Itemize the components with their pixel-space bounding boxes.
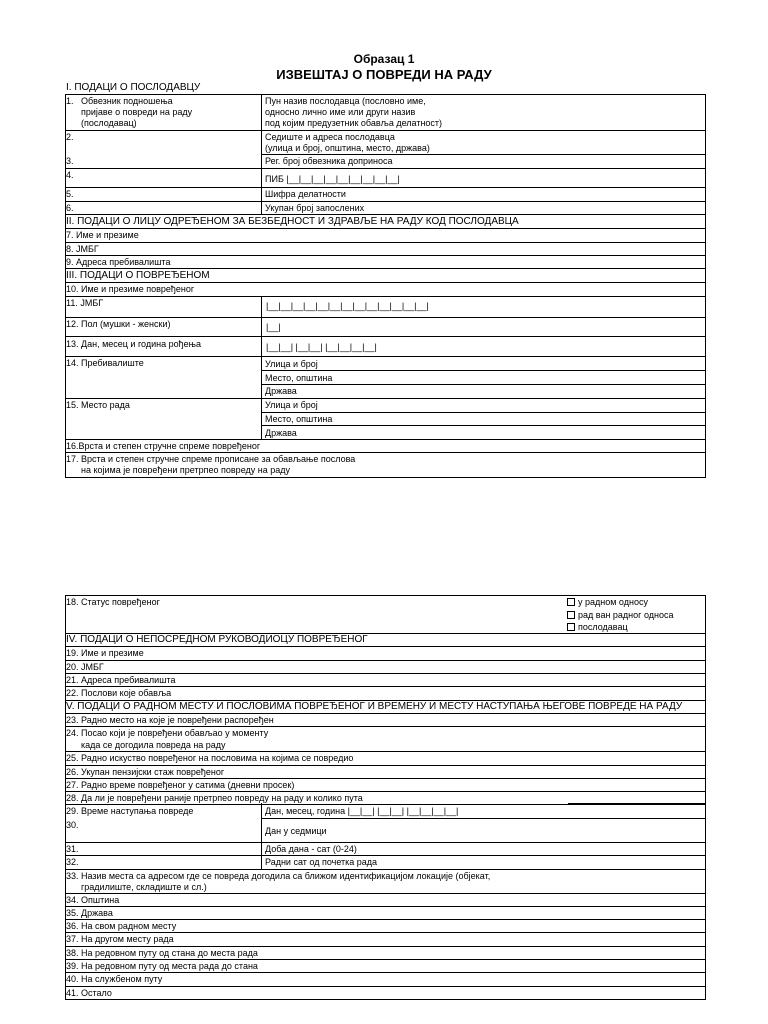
row-5-number: 5.: [66, 189, 74, 199]
row-30-label: 30.: [66, 820, 79, 830]
row-24-label-line2: када се догодила повреда на раду: [81, 740, 226, 750]
injured-jmbg-field[interactable]: |__|__|__|__|__|__|__|__|__|__|__|__|__|: [266, 301, 429, 311]
employer-address-label-line2: (улица и број, општина, место, држава): [265, 143, 430, 153]
section-2-heading: II. ПОДАЦИ О ЛИЦУ ОДРЕЂЕНОМ ЗА БЕЗБЕДНОСТ И ЗДРАВЉЕ НА РАДУ КОД ПОСЛОДАВЦА: [66, 216, 519, 227]
injury-date-field[interactable]: Дан, месец, година |__|__| |__|__| |__|__|__|__|: [265, 806, 459, 816]
row-9-label: 9. Адреса пребивалишта: [66, 257, 171, 267]
row-33-label-line1: 33. Назив места са адресом где се повреда догодила са ближом идентификацијом локације (објекат,: [66, 871, 491, 881]
row-22-label: 22. Послови које обавља: [66, 688, 172, 698]
section-4-heading: IV. ПОДАЦИ О НЕПОСРЕДНОМ РУКОВОДИОЦУ ПОВРЕЂЕНОГ: [66, 634, 368, 645]
residence-country-label: Држава: [265, 386, 297, 396]
row-2-number: 2.: [66, 132, 74, 142]
row-7-label: 7. Име и презиме: [66, 230, 139, 240]
row-23-label: 23. Радно место на које је повређени распоређен: [66, 715, 274, 725]
row-19-label: 19. Име и презиме: [66, 648, 144, 658]
employer-name-label-line3: под којим предузетник обавља делатност): [265, 118, 443, 128]
row-32-label: 32.: [66, 857, 79, 867]
row-28-label: 28. Да ли је повређени раније претрпео повреду на раду и колико пута: [66, 793, 363, 803]
row-13-label: 13. Дан, месец и година рођења: [66, 339, 201, 349]
residence-city-label: Место, општина: [265, 373, 333, 383]
row-4-number: 4.: [66, 170, 74, 180]
checkbox-icon: [567, 611, 575, 619]
row-18-label: 18. Статус повређеног: [66, 597, 160, 607]
employer-name-label-line1: Пун назив послодавца (пословно име,: [265, 96, 426, 106]
row-40-label: 40. На службеном путу: [66, 974, 163, 984]
birth-date-field[interactable]: |__|__| |__|__| |__|__|__|__|: [266, 342, 377, 352]
status-option-employer[interactable]: послодавац: [567, 622, 628, 633]
section-3-heading: III. ПОДАЦИ О ПОВРЕЂЕНОМ: [66, 270, 210, 281]
row-20-label: 20. ЈМБГ: [66, 662, 104, 672]
row-36-label: 36. На свом радном месту: [66, 921, 177, 931]
employer-address-label-line1: Седиште и адреса послодавца: [265, 132, 395, 142]
form-number: Образац 1: [353, 52, 415, 66]
row-26-label: 26. Укупан пензијски стаж повређеног: [66, 767, 225, 777]
checkbox-icon: [567, 598, 575, 606]
row-10-label: 10. Име и презиме повређеног: [66, 284, 195, 294]
employee-count-label: Укупан број запослених: [265, 203, 365, 213]
row-39-label: 39. На редовном путу од места рада до стана: [66, 961, 258, 971]
row-14-label: 14. Пребивалиште: [66, 358, 144, 368]
row-6-number: 6.: [66, 203, 74, 213]
residence-street-label: Улица и број: [265, 359, 318, 369]
row-1-number: 1.: [66, 96, 74, 106]
workplace-street-label: Улица и број: [265, 400, 318, 410]
row-35-label: 35. Држава: [66, 908, 113, 918]
row-1-label-line3: (послодавац): [81, 118, 137, 128]
checkbox-icon: [567, 623, 575, 631]
status-option-non-employment[interactable]: рад ван радног односа: [567, 610, 673, 621]
row-17-label-line1: 17. Врста и степен стручне спреме прописане за обављање послова: [66, 454, 356, 464]
row-8-label: 8. ЈМБГ: [66, 244, 99, 254]
work-hour-label: Радни сат од почетка рада: [265, 857, 378, 867]
row-21-label: 21. Адреса пребивалишта: [66, 675, 176, 685]
row-3-number: 3.: [66, 156, 74, 166]
row-25-label: 25. Радно искуство повређеног на пословима на којима се повредио: [66, 753, 354, 763]
row-29-label: 29. Време наступања повреде: [66, 806, 194, 816]
contribution-reg-number-label: Рег. број обвезника доприноса: [265, 156, 393, 166]
row-16-label: 16.Врста и степен стручне спреме повређеног: [66, 441, 261, 451]
row-31-label: 31.: [66, 844, 79, 854]
row-11-label: 11. ЈМБГ: [66, 298, 104, 308]
workplace-country-label: Држава: [265, 428, 297, 438]
row-37-label: 37. На другом месту рада: [66, 934, 174, 944]
activity-code-label: Шифра делатности: [265, 189, 346, 199]
row-1-label-line1: Обвезник подношења: [81, 96, 173, 106]
time-of-day-label: Доба дана - сат (0-24): [265, 844, 357, 854]
employer-name-label-line2: односно лично име или други назив: [265, 107, 416, 117]
row-24-label-line1: 24. Посао који је повређени обављао у моменту: [66, 728, 269, 738]
row-41-label: 41. Остало: [66, 988, 112, 998]
row-1-label-line2: пријаве о повреди на раду: [81, 107, 193, 117]
row-34-label: 34. Општина: [66, 895, 120, 905]
row-15-label: 15. Место рада: [66, 400, 130, 410]
row-12-label: 12. Пол (мушки - женски): [66, 319, 171, 329]
row-38-label: 38. На редовном путу од стана до места рада: [66, 948, 258, 958]
form-title: ИЗВЕШТАЈ О ПОВРЕДИ НА РАДУ: [276, 67, 492, 82]
weekday-label: Дан у седмици: [265, 826, 327, 836]
row-33-label-line2: градилиште, складиште и сл.): [81, 882, 207, 892]
section-1-heading: I. ПОДАЦИ О ПОСЛОДАВЦУ: [66, 82, 201, 93]
gender-field[interactable]: |__|: [266, 322, 281, 332]
tax-id-field[interactable]: ПИБ |__|__|__|__|__|__|__|__|__|: [265, 174, 400, 184]
section-5-heading: V. ПОДАЦИ О РАДНОМ МЕСТУ И ПОСЛОВИМА ПОВРЕЂЕНОГ И ВРЕМЕНУ И МЕСТУ НАСТУПАЊА ЊЕГОВЕ ПОВРЕДЕ НА РАДУ: [66, 701, 683, 712]
workplace-city-label: Место, општина: [265, 414, 333, 424]
status-option-employed[interactable]: у радном односу: [567, 597, 648, 608]
row-27-label: 27. Радно време повређеног у сатима (дневни просек): [66, 780, 295, 790]
row-17-label-line2: на којима је повређени претрпео повреду на раду: [81, 465, 290, 475]
